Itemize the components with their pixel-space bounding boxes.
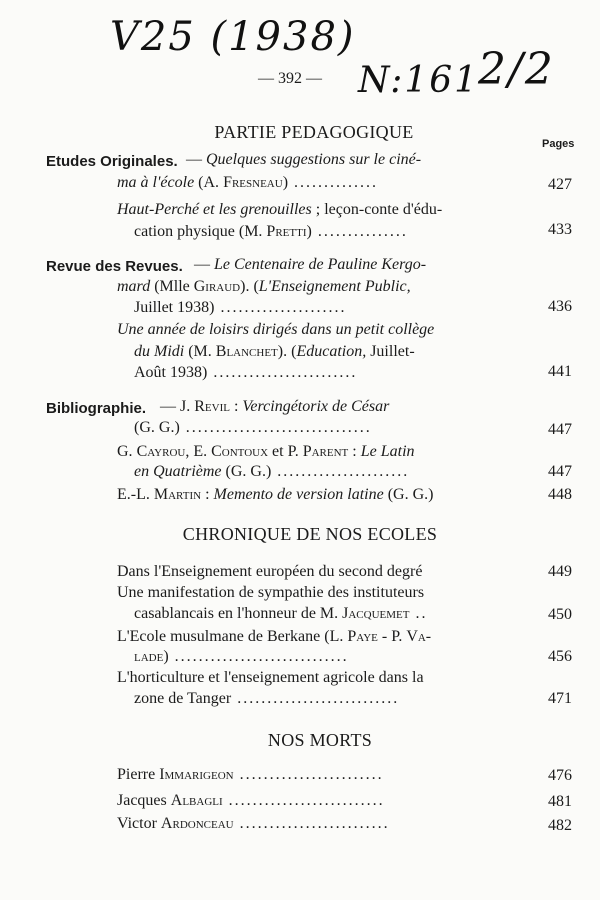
page-ref: 482 [548,817,572,834]
toc-entry-line: zone de Tanger ........................... [134,690,400,707]
toc-entry-line: Une manifestation de sympathie des instituteurs [117,584,425,601]
toc-entry-line: L'horticulture et l'enseignement agricole dans la [117,669,424,686]
page-ref: 456 [548,648,572,665]
toc-entry-line: ma à l'école (A. Fresneau) .............. [117,174,379,191]
page-ref: 436 [548,298,572,315]
toc-entry-line: G. Cayrou, E. Contoux et P. Parent : Le Latin [117,443,415,460]
toc-entry-line: (G. G.) ............................... [134,419,372,436]
toc-entry-line: Haut-Perché et les grenouilles ; leçon-conte d'édu- [117,201,443,218]
toc-entry-line: Victor Ardonceau ......................... [117,815,390,832]
section-title-morts: NOS MORTS [267,730,373,750]
page-ref: 481 [548,793,572,810]
page-ref: 447 [548,463,572,480]
page-ref: 449 [548,563,572,580]
toc-entry-line: Jacques Albagli .......................... [117,792,385,809]
toc-entry-line: du Midi (M. Blanchet). (Education, Juillet- [134,343,415,360]
section-title-pedagogique: PARTIE PEDAGOGIQUE [214,122,414,142]
toc-entry-line: Août 1938) ........................ [134,364,358,381]
biblio-label: Bibliographie. [46,400,147,417]
toc-entry-line: — Le Centenaire de Pauline Kergo- [194,256,427,273]
page-ref: 447 [548,421,572,438]
toc-entry-line: Juillet 1938) ..................... [134,299,347,316]
toc-entry-line: L'Ecole musulmane de Berkane (L. Paye - P. Va- [117,628,432,645]
toc-entry-line: E.-L. Martin : Memento de version latine (G. G.) [117,486,434,503]
page-ref: 476 [548,767,572,784]
toc-entry-line: Une année de loisirs dirigés dans un petit collège [117,321,435,338]
page-ref: 433 [548,221,572,238]
toc-entry-line: casablancais en l'honneur de M. Jacquemet .. [134,605,428,622]
etudes-label: Etudes Originales. [46,153,178,170]
page-number: — 392 — [258,70,322,87]
toc-entry-line: mard (Mlle Giraud). (L'Enseignement Public, [117,278,411,295]
revue-label: Revue des Revues. [46,258,183,275]
pages-column-label: Pages [542,138,575,150]
handwritten-volume: V25 (1938) [110,14,356,60]
toc-entry-line: Pierre Immarigeon ........................ [117,766,384,783]
page-ref: 441 [548,363,572,380]
toc-entry-line: — J. Revil : Vercingétorix de César [160,398,390,415]
section-title-chronique: CHRONIQUE DE NOS ECOLES [182,524,438,544]
handwritten-part: 2/2 [478,44,555,95]
toc-entry-line: Dans l'Enseignement européen du second degré [117,563,423,580]
handwritten-number: N:161 [358,60,480,101]
page-ref: 450 [548,606,572,623]
toc-entry-line: en Quatrième (G. G.) ...................... [134,463,410,480]
page-ref: 427 [548,176,572,193]
page-ref: 448 [548,486,572,503]
page-ref: 471 [548,690,572,707]
toc-entry-line: lade) ............................. [134,648,349,665]
toc-entry-line: — Quelques suggestions sur le ciné- [186,151,422,168]
toc-entry-line: cation physique (M. Pretti) ............... [134,223,408,240]
